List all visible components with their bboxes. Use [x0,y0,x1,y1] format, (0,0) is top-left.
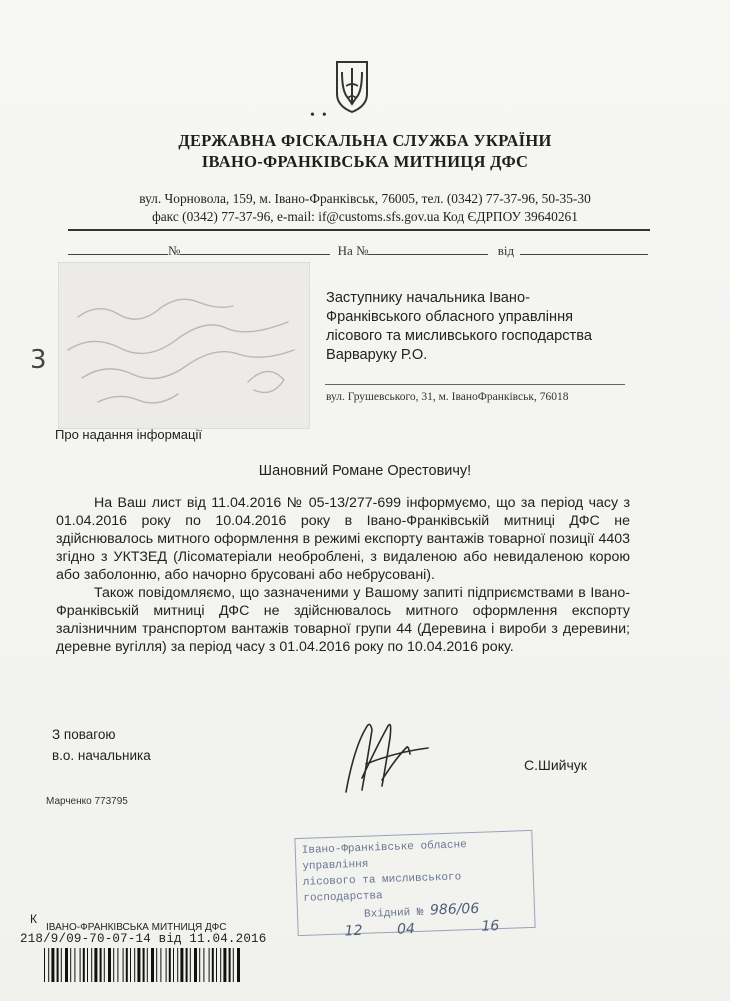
org-address-line1: вул. Чорновола, 159, м. Івано-Франківськ, 76005, тел. (0342) 77-37-96, 50-35-30 [139,191,591,206]
handwritten-signature [336,708,436,798]
salutation: Шановний Романе Орестовичу! [258,463,472,479]
margin-handwritten-mark: 3 [30,345,47,375]
incoming-stamp-line2: лісового та мисливського господарства [302,871,462,905]
letter-body [56,494,630,656]
incoming-number: 986/06 [429,900,480,919]
incoming-stamp-line1: Івано-Франківське обласне управління [301,839,467,873]
handwritten-resolution-scribble [58,262,308,427]
incoming-registration-stamp [294,830,535,940]
incoming-day: 12 [344,922,363,940]
incoming-number-label: Вхідний № [363,906,424,921]
org-title-line1: ДЕРЖАВНА ФІСКАЛЬНА СЛУЖБА УКРАЇНИ [178,131,552,150]
registration-number: 218/9/09-70-07-14 від 11.04.2016 [20,932,267,946]
registration-line [68,243,648,259]
incoming-month: 04 [396,921,416,938]
org-address-line2: факс (0342) 77-37-96, e-mail: if@customs.sfs.gov.ua Код ЄДРПОУ 39640261 [152,209,578,224]
letterhead-rule [68,229,650,231]
closing-regards: З повагою [52,727,116,742]
org-title-line2: ІВАНО-ФРАНКІВСЬКА МИТНИЦЯ ДФС [201,152,529,171]
body-paragraph-2: Також повідомляємо, що зазначеними у Вашому запиті підприємствами в Івано-Франківській митниці ДФС не здійснювалось митного оформлення експорту залізничним транспортом вантажів товарної групи 44 (Деревина і вироби з деревини; деревне вугілля) за період часу з 01.04.2016 року по 10.04.2016 року. [56,585,630,655]
addressee-address: вул. Грушевського, 31, м. ІваноФранківськ, 76018 [326,391,569,403]
registration-k-mark: К [30,912,37,926]
addressee-block: Заступнику начальника Івано-Франківського обласного управління лісового та мисливського господарства Варваруку Р.О. [326,290,592,363]
executor-note: Марченко 773795 [46,796,128,807]
no-label: № [168,243,181,258]
body-paragraph-1: На Ваш лист від 11.04.2016 № 05-13/277-699 інформуємо, що за період часу з 01.04.2016 року по 10.04.2016 року в Івано-Франківській митниці ДФС не здійснювалось митного оформлення в режимі експорту вантажів товарної позиції 4403 згідно з УКТЗЕД (Лісоматеріали необроблені, з видаленою або невидаленою корою або заболонню, або начорно брусовані або небрусовані). [56,495,630,583]
reply-to-label: На № [337,243,369,258]
addressee-rule [325,384,625,385]
signer-name: С.Шийчук [524,757,587,773]
barcode-icon [44,948,242,982]
trident-emblem-icon [334,60,370,114]
closing-block [52,724,151,766]
registration-org: ІВАНО-ФРАНКІВСЬКА МИТНИЦЯ ДФС [46,922,227,933]
incoming-year: 16 [481,918,500,935]
signer-position: в.о. начальника [52,748,151,763]
ink-dots: • • [310,108,327,123]
date-label: від [497,243,515,258]
letter-subject: Про надання інформації [55,427,202,442]
